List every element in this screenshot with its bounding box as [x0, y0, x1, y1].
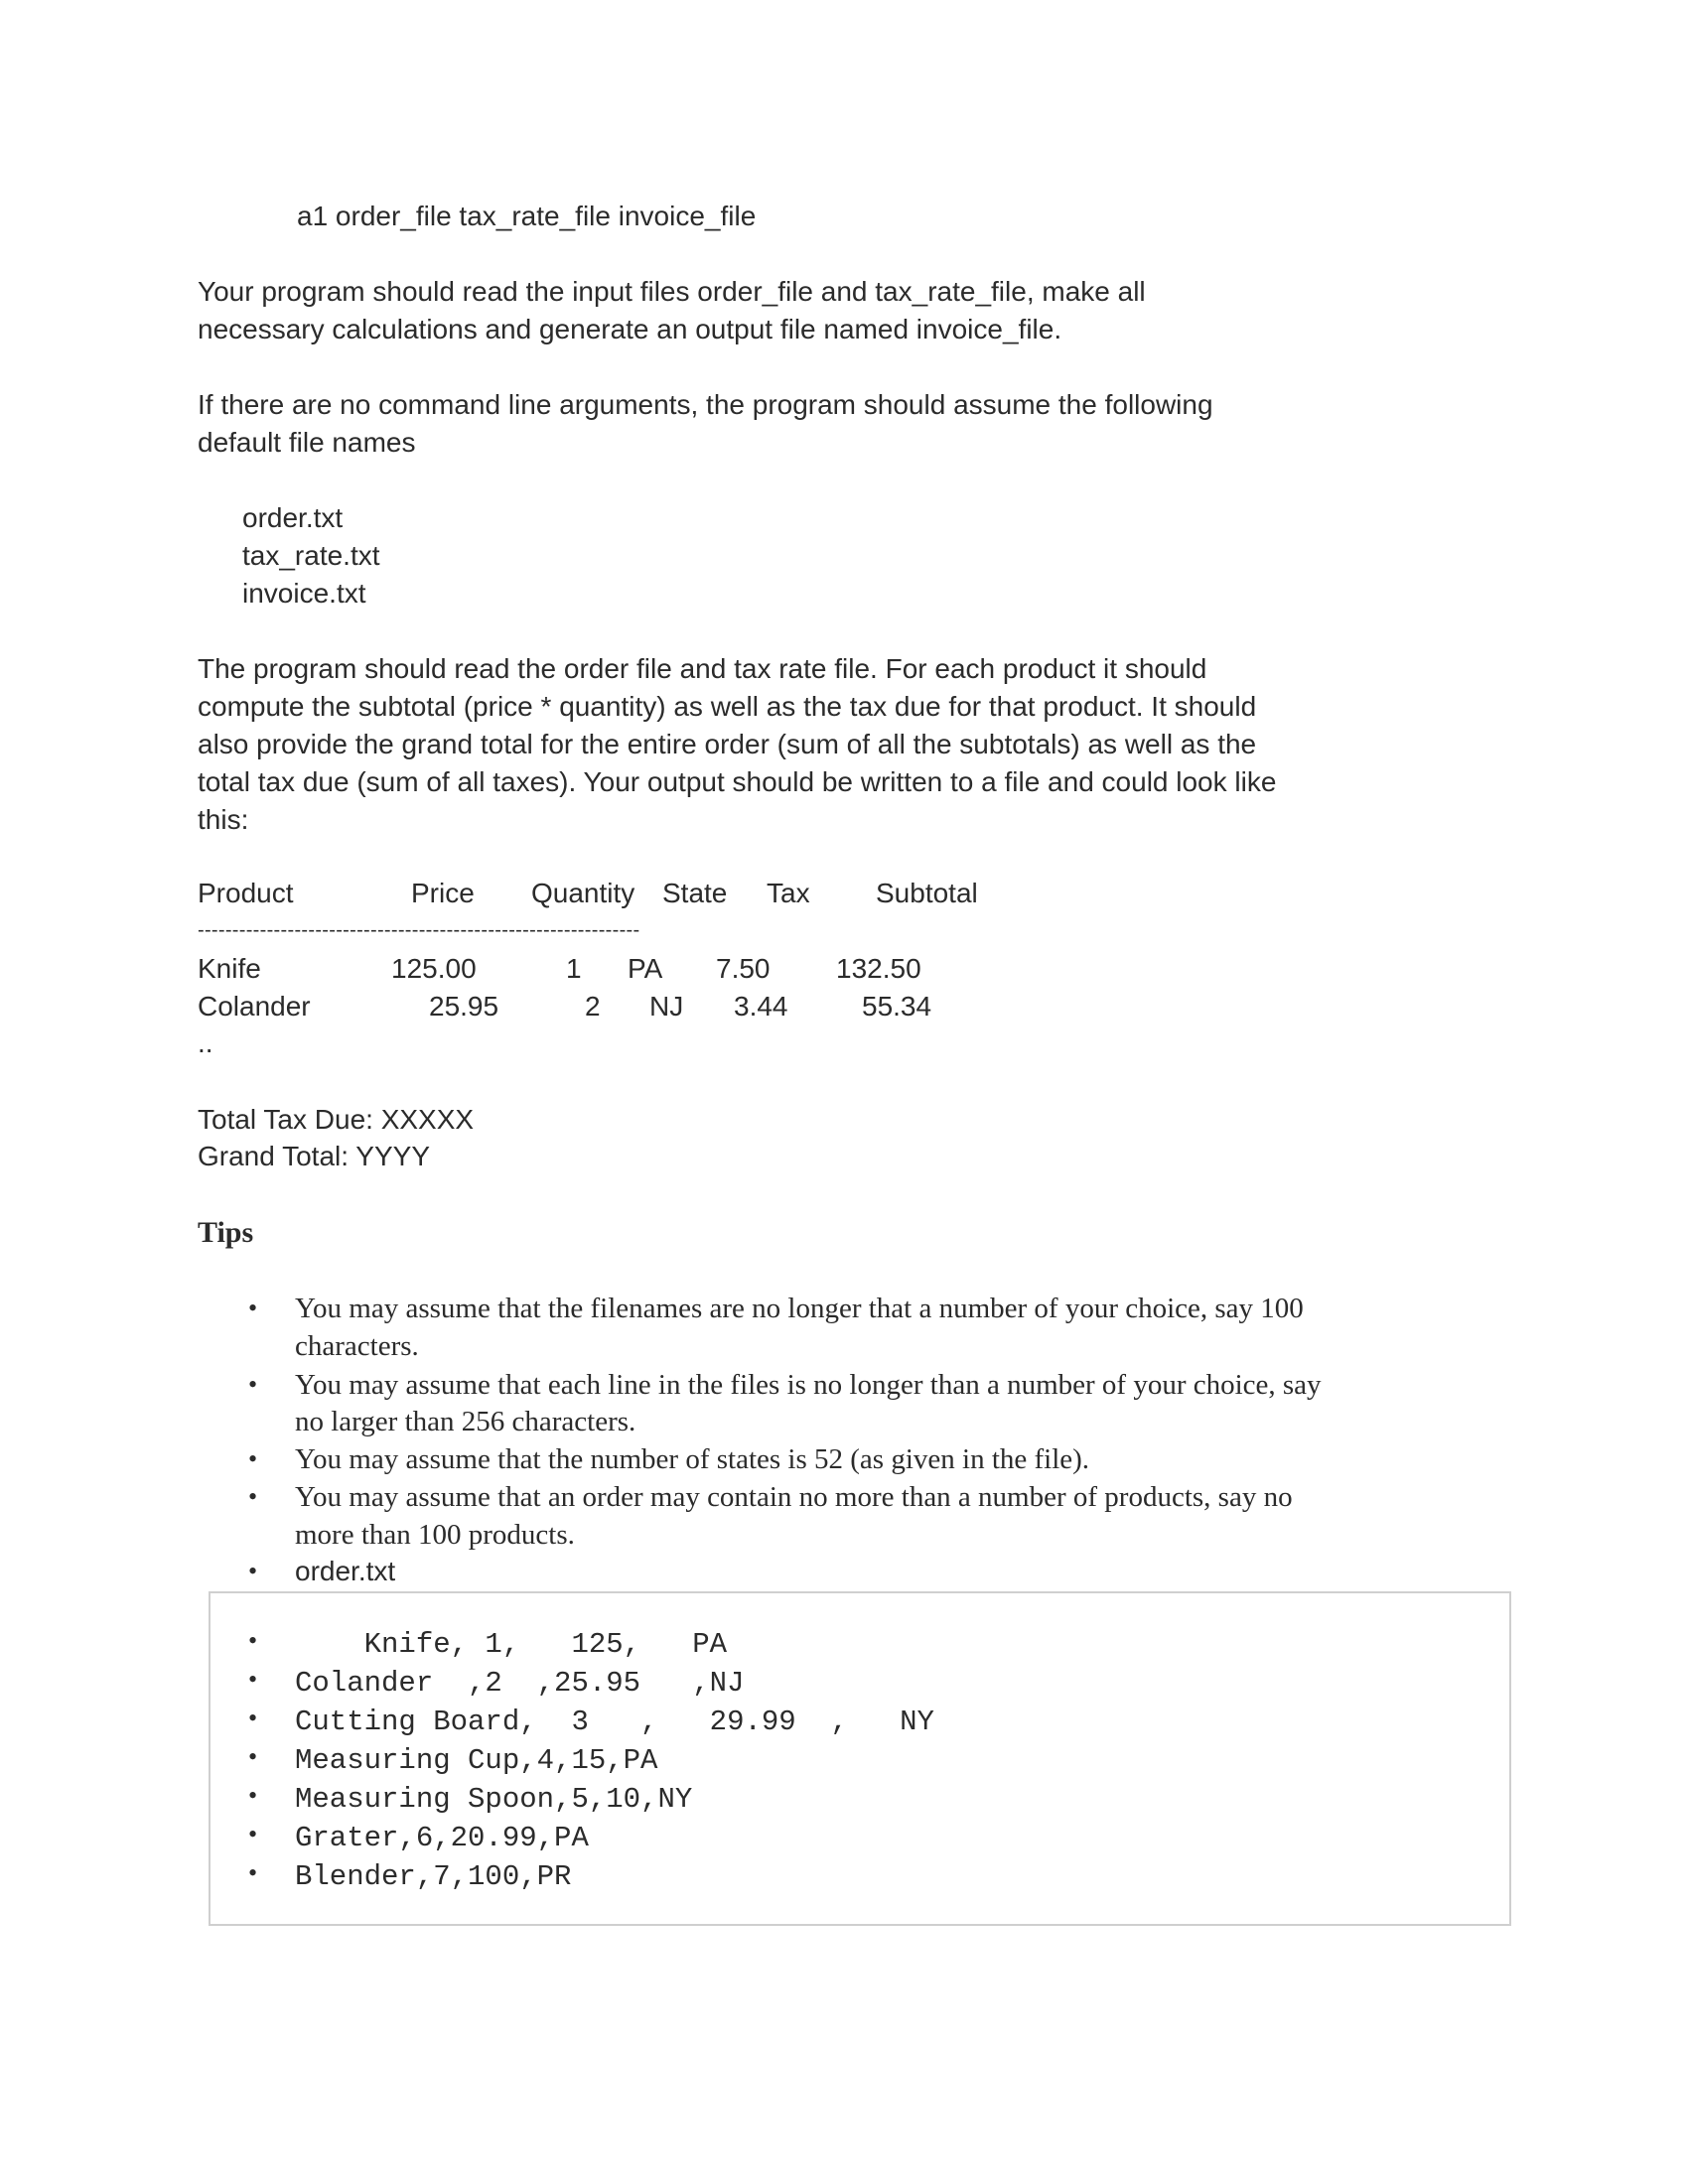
paragraph-defaults	[198, 386, 1213, 462]
text-line: necessary calculations and generate an output file named invoice_file.	[198, 314, 1062, 344]
bullet-icon: •	[248, 1370, 258, 1399]
separator-line: ----------------------------------------------------------------	[198, 919, 640, 941]
row-subtotal: 55.34	[862, 991, 932, 1022]
text-line: compute the subtotal (price * quantity) as well as the tax due for that product. It should	[198, 691, 1257, 722]
bullet-icon: •	[248, 1781, 258, 1810]
header-quantity: Quantity	[531, 878, 635, 908]
text-line: this:	[198, 804, 249, 835]
bullet-icon: •	[248, 1294, 258, 1322]
command-usage: a1 order_file tax_rate_file invoice_file	[297, 201, 757, 231]
text-line: Your program should read the input files order_file and tax_rate_file, make all	[198, 276, 1146, 307]
row-tax: 3.44	[734, 991, 788, 1022]
ellipsis: ..	[198, 1027, 213, 1058]
code-line: Grater,6,20.99,PA	[295, 1822, 589, 1854]
bullet-icon: •	[248, 1858, 258, 1887]
tip-text: You may assume that the filenames are no longer that a number of your choice, say 100	[295, 1293, 1304, 1324]
total-tax-line: Total Tax Due: XXXXX	[198, 1104, 475, 1135]
text-line: default file names	[198, 427, 416, 458]
tip-text: You may assume that the number of states is 52 (as given in the file).	[295, 1443, 1090, 1475]
row-tax: 7.50	[716, 953, 771, 984]
header-subtotal: Subtotal	[876, 878, 978, 908]
header-price: Price	[411, 878, 475, 908]
default-file: order.txt	[242, 502, 344, 533]
row-price: 25.95	[429, 991, 499, 1022]
code-line: Measuring Cup,4,15,PA	[295, 1744, 658, 1777]
code-line: Colander ,2 ,25.95 ,NJ	[295, 1667, 745, 1700]
text-line: also provide the grand total for the entire order (sum of all the subtotals) as well as the	[198, 729, 1257, 759]
header-tax: Tax	[767, 878, 810, 908]
code-line: Cutting Board, 3 , 29.99 , NY	[295, 1706, 934, 1738]
row-quantity: 2	[585, 991, 601, 1022]
grand-total-line: Grand Total: YYYY	[198, 1141, 430, 1171]
tip-text: You may assume that an order may contain no more than a number of products, say no	[295, 1481, 1293, 1513]
default-file-list	[242, 499, 380, 613]
row-product: Colander	[198, 991, 311, 1022]
tip-text: no larger than 256 characters.	[295, 1406, 636, 1437]
paragraph-description	[198, 650, 1276, 839]
default-file: invoice.txt	[242, 578, 366, 609]
order-file-label: order.txt	[295, 1556, 396, 1586]
tip-text: characters.	[295, 1330, 419, 1362]
bullet-icon: •	[248, 1444, 258, 1473]
bullet-icon: •	[248, 1557, 258, 1585]
paragraph-intro	[198, 273, 1146, 348]
code-line: Knife, 1, 125, PA	[295, 1628, 728, 1661]
row-state: NJ	[649, 991, 684, 1022]
bullet-icon: •	[248, 1704, 258, 1732]
row-product: Knife	[198, 953, 261, 984]
tip-text: more than 100 products.	[295, 1519, 575, 1551]
tip-text: You may assume that each line in the files is no longer than a number of your choice, say	[295, 1369, 1322, 1401]
code-line: Measuring Spoon,5,10,NY	[295, 1783, 693, 1816]
row-state: PA	[628, 953, 663, 984]
header-state: State	[662, 878, 728, 908]
bullet-icon: •	[248, 1742, 258, 1771]
row-quantity: 1	[566, 953, 582, 984]
row-price: 125.00	[391, 953, 477, 984]
bullet-icon: •	[248, 1626, 258, 1655]
code-line: Blender,7,100,PR	[295, 1860, 572, 1893]
text-line: The program should read the order file and tax rate file. For each product it should	[198, 653, 1207, 684]
text-line: total tax due (sum of all taxes). Your output should be written to a file and could look like	[198, 766, 1277, 797]
bullet-icon: •	[248, 1820, 258, 1848]
tips-heading: Tips	[198, 1216, 254, 1249]
bullet-icon: •	[248, 1665, 258, 1694]
row-subtotal: 132.50	[836, 953, 921, 984]
text-line: If there are no command line arguments, the program should assume the following	[198, 389, 1213, 420]
bullet-icon: •	[248, 1482, 258, 1511]
header-product: Product	[198, 878, 294, 908]
default-file: tax_rate.txt	[242, 540, 380, 571]
